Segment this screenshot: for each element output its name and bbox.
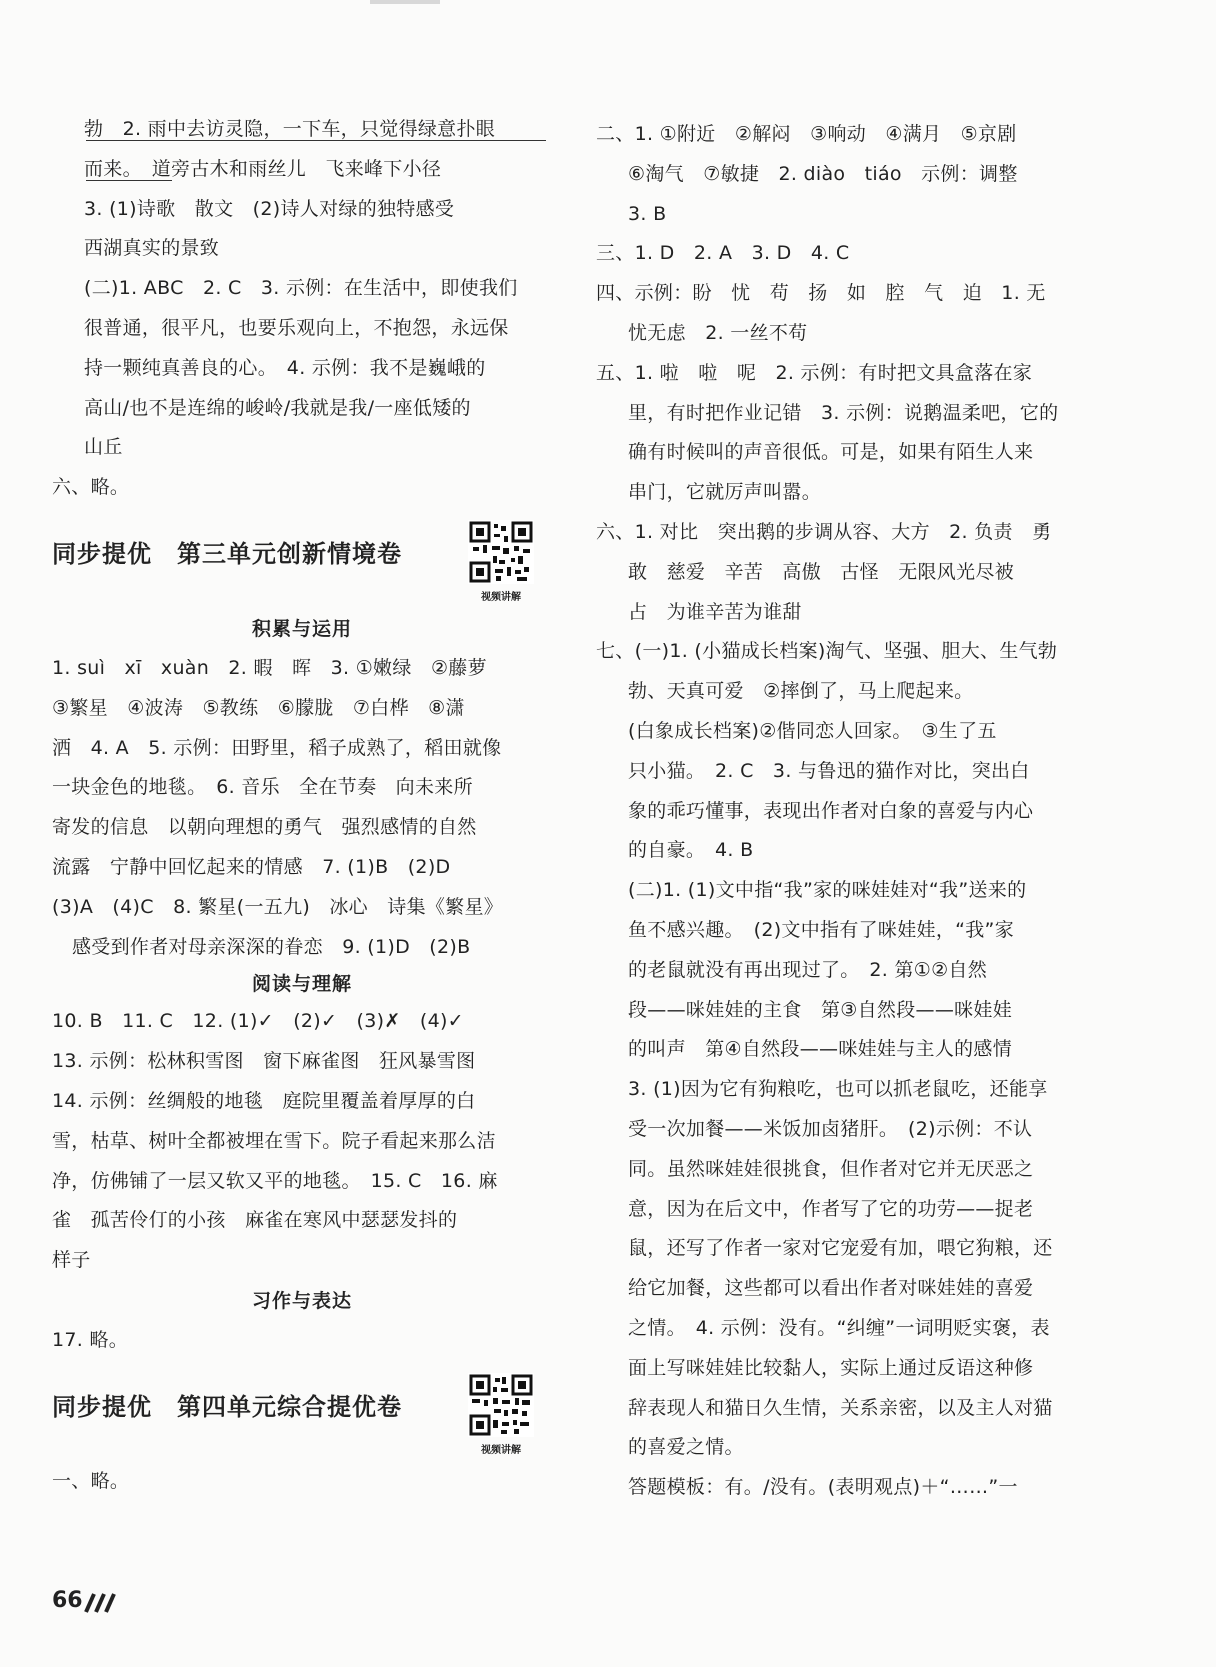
answer-line: 的老鼠就没有再出现过了。 2. 第①②自然: [628, 958, 988, 981]
answer-line: 鱼不感兴趣。 (2)文中指有了咪娃娃，“我”家: [628, 918, 1015, 941]
section-title: 同步提优 第四单元综合提优卷: [52, 1392, 402, 1421]
answer-line: (二)1. (1)文中指“我”家的咪娃娃对“我”送来的: [628, 879, 1027, 902]
answer-line: 寄发的信息 以朝向理想的勇气 强烈感情的自然: [52, 816, 477, 839]
answer-line: 六、1. 对比 突出鹅的步调从容、大方 2. 负责 勇: [596, 520, 1052, 543]
answer-line: 洒 4. A 5. 示例：田野里，稻子成熟了，稻田就像: [52, 736, 502, 759]
answer-line: ③繁星 ④波涛 ⑤教练 ⑥朦胧 ⑦白桦 ⑧潇: [52, 696, 465, 719]
answer-line: 给它加餐，这些都可以看出作者对咪娃娃的喜爱: [628, 1277, 1034, 1300]
answer-line: 西湖真实的景致: [84, 237, 220, 260]
answer-line: 七、(一)1. (小猫成长档案)淘气、坚强、胆大、生气勃: [596, 640, 1058, 663]
section-header: [52, 1373, 552, 1456]
answer-line: 一块金色的地毯。 6. 音乐 全在节奏 向未来所: [52, 776, 473, 799]
subheading: 习作与表达: [251, 1289, 352, 1312]
answer-line: 流露 宁静中回忆起来的情感 7. (1)B (2)D: [52, 855, 451, 878]
answer-template-line: 答题模板：有。/没有。(表明观点)＋“……”一: [628, 1476, 1018, 1499]
answer-line: 六、略。: [52, 476, 130, 499]
answer-line: 高山/也不是连绵的峻岭/我就是我/一座低矮的: [84, 396, 471, 419]
answer-line: 持一颗纯真善良的心。 4. 示例：我不是巍峨的: [84, 356, 486, 379]
answer-line: 受一次加餐——米饭加卤猪肝。 (2)示例：不认: [628, 1117, 1033, 1140]
answer-line: 1. suì xī xuàn 2. 暇 晖 3. ①嫩绿 ②藤萝: [52, 656, 487, 679]
answer-line: 象的乖巧懂事，表现出作者对白象的喜爱与内心: [628, 799, 1034, 822]
answer-line: 3. B: [628, 202, 667, 225]
answer-line: 只小猫。 2. C 3. 与鲁迅的猫作对比，突出白: [628, 759, 1030, 782]
answer-line: 雀 孤苦伶仃的小孩 麻雀在寒风中瑟瑟发抖的: [52, 1209, 458, 1232]
answer-line: 很普通，很平凡，也要乐观向上，不抱怨，永远保: [84, 316, 509, 339]
section-header: [52, 520, 552, 603]
answer-line: 的叫声 第④自然段——咪娃娃与主人的感情: [628, 1038, 1013, 1061]
answer-line: 忧无虑 2. 一丝不苟: [628, 321, 808, 344]
answer-line: 三、1. D 2. A 3. D 4. C: [596, 242, 850, 265]
answer-line: 辞表现人和猫日久生情，关系亲密，以及主人对猫: [628, 1396, 1053, 1419]
answer-line: 17. 略。: [52, 1328, 129, 1351]
answer-line: 净，仿佛铺了一层又软又平的地毯。 15. C 16. 麻: [52, 1169, 498, 1192]
answer-line: 之情。 4. 示例：没有。“纠缠”一词明贬实褒，表: [628, 1316, 1050, 1339]
answer-line: 雪，枯草、树叶全都被埋在雪下。院子看起来那么洁: [52, 1129, 496, 1152]
answer-line: 面上写咪娃娃比较黏人，实际上通过反语这种修: [628, 1356, 1034, 1379]
answer-line: 串门，它就厉声叫嚣。: [628, 481, 822, 504]
section-title: 同步提优 第三单元创新情境卷: [52, 539, 402, 568]
answer-line: 3. (1)诗歌 散文 (2)诗人对绿的独特感受: [84, 197, 455, 220]
answer-line: 的喜爱之情。: [628, 1436, 744, 1459]
answer-line: 勃 2. 雨中去访灵隐，一下车，只觉得绿意扑眼: [84, 118, 496, 140]
subheading: 积累与运用: [251, 617, 352, 640]
answer-line: 10. B 11. C 12. (1)✓ (2)✓ (3)✗ (4)✓: [52, 1010, 464, 1033]
answer-line: 山丘: [84, 436, 123, 459]
answer-line: 样子: [52, 1249, 91, 1272]
page-slash-marks-icon: [82, 1592, 122, 1614]
right-column: [596, 115, 1094, 1508]
answer-line: 14. 示例：丝绸般的地毯 庭院里覆盖着厚厚的白: [52, 1089, 476, 1112]
answer-line: 勃、天真可爱 ②摔倒了，马上爬起来。: [628, 680, 974, 703]
answer-line: 3. (1)因为它有狗粮吃，也可以抓老鼠吃，还能享: [628, 1078, 1048, 1101]
left-column: [52, 110, 552, 1502]
answer-line: 意，因为在后文中，作者写了它的功劳——捉老: [628, 1197, 1034, 1220]
answer-line: 里，有时把作业记错 3. 示例：说鹅温柔吧，它的: [628, 401, 1059, 424]
answer-line: (二)1. ABC 2. C 3. 示例：在生活中，即使我们: [84, 277, 518, 300]
answer-line: 段——咪娃娃的主食 第③自然段——咪娃娃: [628, 998, 1013, 1021]
qr-caption: 视频讲解: [481, 1444, 521, 1456]
answer-line: 五、1. 啦 啦 呢 2. 示例：有时把文具盒落在家: [596, 361, 1033, 384]
top-edge-mark: [370, 0, 440, 4]
qr-caption: 视频讲解: [481, 591, 521, 603]
subheading: 阅读与理解: [251, 973, 352, 996]
qr-code-icon[interactable]: [468, 1373, 534, 1437]
answer-line: 感受到作者对母亲深深的眷恋 9. (1)D (2)B: [72, 935, 471, 958]
answer-line: 确有时候叫的声音很低。可是，如果有陌生人来: [628, 441, 1034, 464]
answer-line: 的自豪。 4. B: [628, 839, 754, 862]
qr-code-icon[interactable]: [468, 520, 534, 584]
answer-line: 鼠，还写了作者一家对它宠爱有加，喂它狗粮，还: [628, 1237, 1053, 1260]
answer-line: 一、略。: [52, 1469, 130, 1492]
answer-line: 占 为谁辛苦为谁甜: [628, 600, 802, 623]
page-number: 66: [52, 1588, 83, 1613]
answer-line: (3)A (4)C 8. 繁星(一五九) 冰心 诗集《繁星》: [52, 895, 504, 918]
answer-line: 四、示例：盼 忧 苟 扬 如 腔 气 迫 1. 无: [596, 282, 1046, 305]
answer-line: (白象成长档案)②偕同恋人回家。 ③生了五: [628, 719, 997, 742]
answer-line: 而来。 道旁古木和雨丝儿 飞来峰下小径: [84, 157, 442, 180]
answer-line: 同。虽然咪娃娃很挑食，但作者对它并无厌恶之: [628, 1157, 1034, 1180]
answer-line: 二、1. ①附近 ②解闷 ③响动 ④满月 ⑤京剧: [596, 123, 1017, 145]
answer-line: ⑥淘气 ⑦敏捷 2. diào tiáo 示例：调整: [628, 162, 1018, 185]
answer-line: 敢 慈爱 辛苦 高傲 古怪 无限风光尽被: [628, 560, 1015, 583]
answer-line: 13. 示例：松林积雪图 窗下麻雀图 狂风暴雪图: [52, 1050, 476, 1073]
